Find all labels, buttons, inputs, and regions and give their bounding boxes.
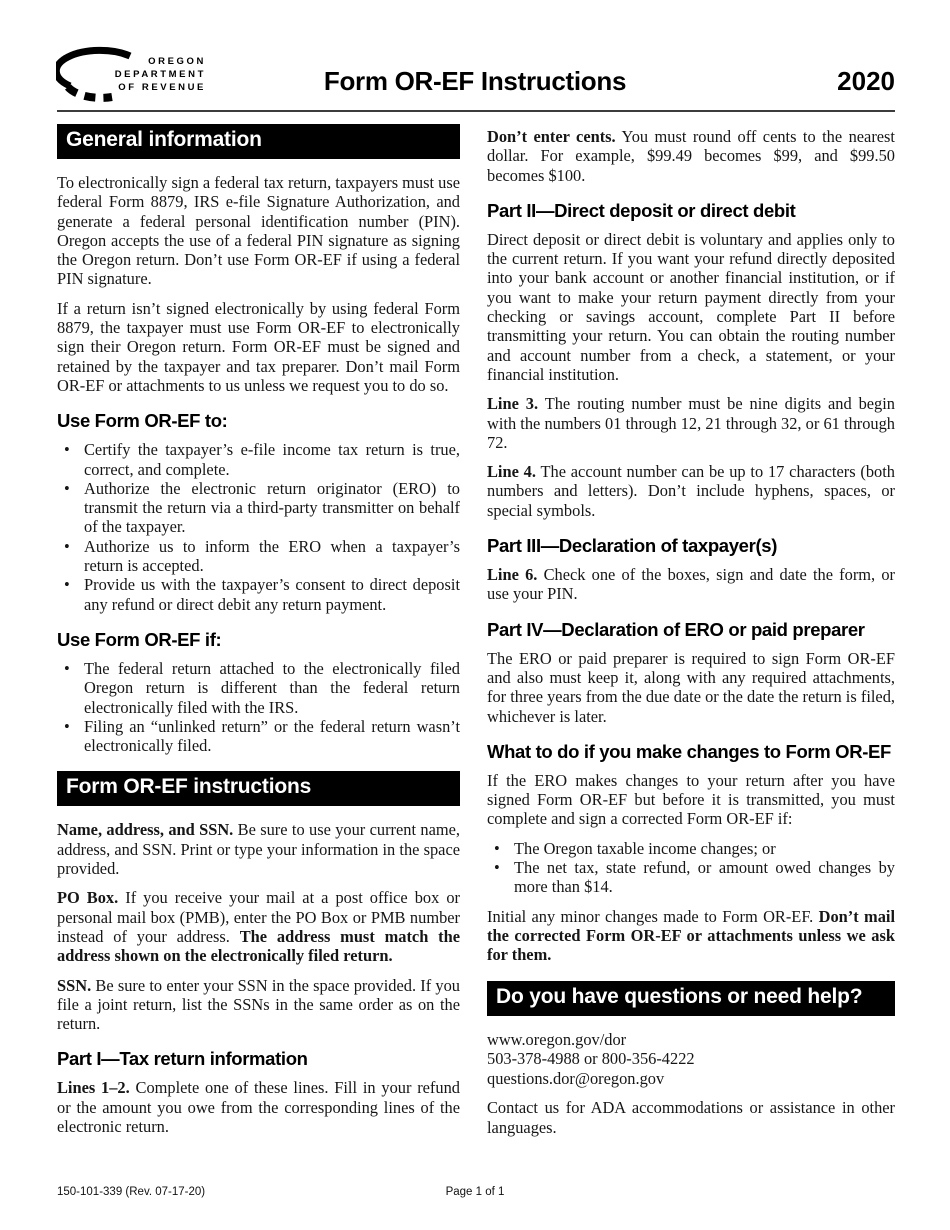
section-bar-general-information: General information [57,124,460,159]
tax-year: 2020 [837,66,895,96]
heading-part-4: Part IV—Declaration of ERO or paid preparer [487,618,865,640]
two-column-body [57,124,895,1147]
heading-part-1: Part I—Tax return information [57,1048,308,1070]
list-item-text: Filing an “unlinked return” or the federal return wasn’t electronically filed. [84,716,460,756]
para-text: Check one of the boxes, sign and date the form, or use your PIN. [487,565,895,604]
use-form-if-list [57,659,460,755]
para-lead: Line 4. [487,462,536,482]
para-direct-deposit: Direct deposit or direct debit is voluntary and applies only to the current return. If you want your refund directly deposited into your bank account or another financial institution, or if you want to make your return payment directly from your checking or savings account, complete Part II before transmitting your return. You can obtain the routing number and account number from a check, a statement, or your financial institution. [487,229,895,384]
section-bar-questions-help: Do you have questions or need help? [487,981,895,1016]
bullet-icon: • [64,440,70,460]
para-text: The routing number must be nine digits and begin with the numbers 01 through 12, 21 through 32, or 61 through 72. [487,394,895,452]
heading-use-form-if: Use Form OR-EF if: [57,628,222,650]
para-line-3 [487,394,895,452]
para-initial-changes [487,907,895,965]
heading-changes: What to do if you make changes to Form OR-EF [487,740,891,762]
para-text: Be sure to enter your SSN in the space provided. If you file a joint return, list the SSNs in the same order as on the return. [57,975,460,1034]
para-lead: Line 6. [487,565,538,585]
para-lines-1-2 [57,1078,460,1136]
para-line-6 [487,565,895,604]
para-lead: Don’t enter cents. [487,127,616,146]
list-item-text: Certify the taxpayer’s e-file income tax return is true, correct, and complete. [84,440,460,479]
section-bar-form-instructions: Form OR-EF instructions [57,771,460,806]
logo-text-oregon: OREGON [148,56,206,67]
list-item-text: The Oregon taxable income changes; or [514,838,776,858]
para-lead: SSN. [57,975,92,995]
list-item-text: Authorize the electronic return originator (ERO) to transmit the return via a third-party transmitter on behalf of the taxpayer. [84,478,460,537]
page-number: Page 1 of 1 [445,1186,505,1198]
bullet-icon: • [64,478,70,498]
list-item [487,839,895,858]
para-changes-intro: If the ERO makes changes to your return after you have signed Form OR-EF but before it is transmitted, you must complete and sign a corrected Form OR-EF if: [487,770,895,829]
para-dont-enter-cents [487,127,895,185]
para-ero-preparer: The ERO or paid preparer is required to sign Form OR-EF and also must keep it, along with any required attachments, for three years from the due date or the date the return is filed, whichever is later. [487,648,895,726]
bullet-icon: • [64,536,70,556]
list-item-text: Provide us with the taxpayer’s consent to direct deposit any refund or direct debit any return payment. [84,575,460,614]
logo-text-of-revenue: OF REVENUE [118,82,206,93]
list-item-text: The federal return attached to the electronically filed Oregon return is different than the federal return electronically filed with the IRS. [84,658,460,717]
contact-phone: 503-378-4988 or 800-356-4222 [487,1049,695,1069]
heading-part-2: Part II—Direct deposit or direct debit [487,199,796,221]
contact-block [487,1030,895,1089]
heading-part-3: Part III—Declaration of taxpayer(s) [487,535,778,557]
para-name-address-ssn [57,820,460,878]
page-title: Form OR-EF Instructions [323,66,627,96]
list-item [57,659,460,717]
para-text: Complete one of these lines. Fill in your refund or the amount you owe from the corresponding lines of the electronic return. [57,1078,460,1136]
right-column [487,124,895,1147]
heading-use-form-to: Use Form OR-EF to: [57,410,228,432]
para-po-box [57,888,460,965]
para-lead: Name, address, and SSN. [57,820,234,840]
para-text: Be sure to use your current name, address, and SSN. Print or type your information in the space provided. [57,820,460,879]
changes-list [487,839,895,897]
bullet-icon: • [494,838,500,858]
para-general-2: If a return isn’t signed electronically by using federal Form 8879, the taxpayer must use Form OR-EF to electronically sign their Oregon return. Form OR-EF must be signed and retained by the taxpayer and tax preparer. Don’t mail Form OR-EF or attachments to us unless we request you to do so. [57,298,460,395]
bullet-icon: • [64,658,70,678]
para-line-4 [487,462,895,520]
list-item-text: The net tax, state refund, or amount owed changes by more than $14. [514,858,895,897]
list-item [57,479,460,537]
para-text: If you receive your mail at a post office box or personal mail box (PMB), enter the PO Box or PMB number instead of your address. [57,888,460,946]
list-item [487,858,895,897]
para-ssn [57,976,460,1034]
para-text: The account number can be up to 17 characters (both numbers and letters). Don’t include hyphens, spaces, or special symbols. [487,462,895,520]
para-text: Initial any minor changes made to Form OR-EF. [487,906,814,926]
para-text: You must round off cents to the nearest dollar. For example, $99.49 becomes $99, and $99.50 becomes $100. [487,127,895,185]
contact-website: www.oregon.gov/dor [487,1029,627,1049]
bullet-icon: • [64,716,70,736]
bullet-icon: • [64,575,70,595]
contact-email: questions.dor@oregon.gov [487,1068,665,1088]
form-number: 150-101-339 (Rev. 07-17-20) [57,1186,206,1198]
para-ada: Contact us for ADA accommodations or assistance in other languages. [487,1098,895,1137]
para-bold-note: The address must match the address shown on the electronically filed return. [57,926,460,966]
list-item [57,440,460,479]
para-lead: Line 3. [487,394,539,414]
bullet-icon: • [494,858,500,878]
list-item [57,575,460,614]
header-rule [57,110,895,112]
logo-text-department: DEPARTMENT [114,69,206,80]
para-general-1: To electronically sign a federal tax return, taxpayers must use federal Form 8879, IRS e-file Signature Authorization, and generate a federal personal identification number (PIN). Oregon accepts the use of a federal PIN signature as signing the Oregon return. Don’t use Form OR-EF if using a federal PIN signature. [57,173,461,289]
para-lead: PO Box. [57,888,119,908]
list-item-text: Authorize us to inform the ERO when a taxpayer’s return is accepted. [84,536,460,576]
left-column [57,124,460,1146]
use-form-to-list [57,440,460,614]
list-item [57,537,460,576]
list-item [57,717,460,756]
para-bold-note: Don’t mail the corrected Form OR-EF or attachments unless we ask for them. [487,906,895,965]
para-lead: Lines 1–2. [57,1078,130,1098]
